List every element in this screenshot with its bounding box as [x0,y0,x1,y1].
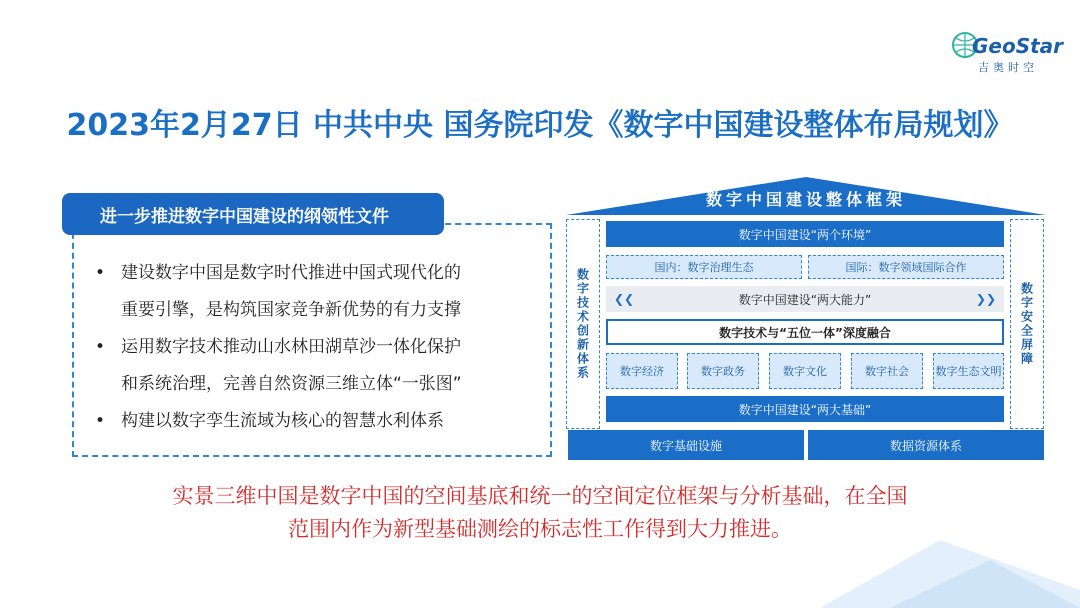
two-abilities-label: 数字中国建设“两大能力” [738,292,872,307]
bullet-dot: • [95,411,106,431]
right-pillar [1010,219,1044,429]
right-pillar-label: 数字安全屏障 [1019,282,1034,366]
bullet-text: 构建以数字孪生流域为核心的智慧水利体系 [121,411,444,431]
left-pillar [566,219,600,429]
bullet-line: 运用数字技术推动山水林田湖草沙一体化保护 [121,337,461,357]
bullet-dot: • [95,263,106,283]
bottom-line-1: 实景三维中国是数字中国的空间基底和统一的空间定位框架与分析基础，在全国 [172,484,908,508]
international-box: 国际：数字领域国际合作 [808,255,1004,279]
infrastructure-base: 数字基础设施 [568,430,804,460]
section-tab: 进一步推进数字中国建设的纲领性文件 [62,193,444,235]
bullet-item [95,403,545,440]
bullet-dot: • [95,337,106,357]
domestic-box: 国内：数字治理生态 [606,255,802,279]
five-item-economy: 数字经济 [606,353,678,389]
bullet-text [121,255,545,329]
framework-diagram [566,177,1046,462]
bullet-list [95,255,545,440]
chevron-right-icon: ❯❯ [975,292,996,306]
logo-subtitle: 吉奥时空 [978,61,1038,74]
five-item-ecology: 数字生态文明 [933,353,1004,389]
bottom-line-2: 范围内作为新型基础测绘的标志性工作得到大力推进。 [288,517,792,541]
decorative-background [760,520,1080,608]
bullet-item [95,255,545,329]
bullet-line: 建设数字中国是数字时代推进中国式现代化的 [121,263,461,283]
framework-roof-title: 数字中国建设整体框架 [705,190,906,209]
bullet-line: 和系统治理，完善自然资源三维立体“一张图” [121,374,462,394]
two-foundations-bar: 数字中国建设“两大基础” [606,396,1004,422]
two-environments-bar: 数字中国建设“两个环境” [606,221,1004,247]
chevron-left-icon: ❮❮ [614,292,635,306]
bullet-text [121,329,545,403]
logo-brand: GeoStar [972,34,1064,58]
data-resource-base: 数据资源体系 [808,430,1044,460]
five-in-one-bar: 数字技术与“五位一体”深度融合 [606,319,1004,345]
five-item-society: 数字社会 [851,353,923,389]
five-item-government: 数字政务 [687,353,759,389]
two-abilities-bar [606,286,1004,312]
geostar-logo [950,26,1064,76]
bullet-line: 重要引擎，是构筑国家竞争新优势的有力支撑 [121,300,461,320]
five-item-culture: 数字文化 [769,353,841,389]
left-pillar-label: 数字技术创新体系 [575,268,590,380]
page-title: 2023年2月27日 中共中央 国务院印发《数字中国建设整体布局规划》 [66,108,1014,143]
bullet-item [95,329,545,403]
